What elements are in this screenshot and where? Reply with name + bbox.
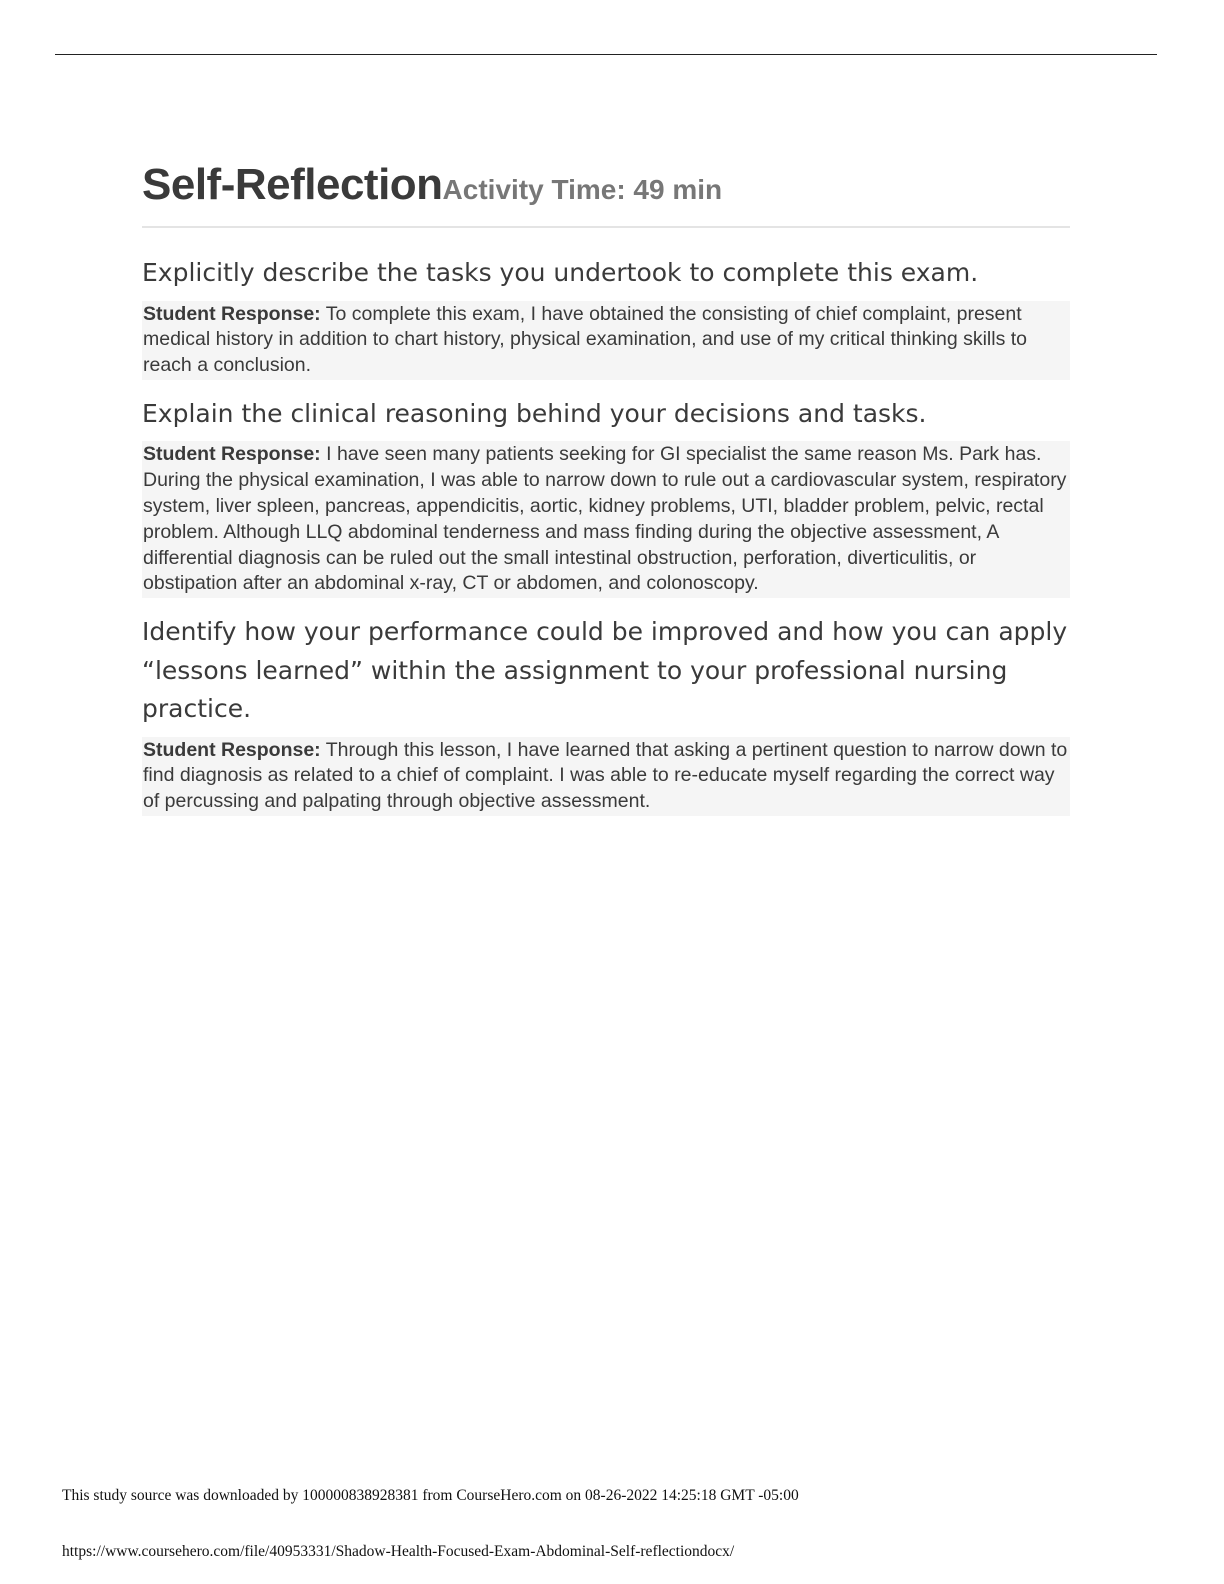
response-label: Student Response:	[143, 738, 321, 761]
response-text: Through this lesson, I have learned that asking a pertinent question to narrow down to find diagnosis as related to a chief of complaint. I was able to re-educate myself regarding the correct way of percussing and palpating through objective assessment.	[143, 738, 1068, 813]
student-response	[142, 301, 1070, 380]
question-heading: Explicitly describe the tasks you undertook to complete this exam.	[142, 258, 979, 287]
response-text: I have seen many patients seeking for GI specialist the same reason Ms. Park has. During the physical examination, I was able to narrow down to rule out a cardiovascular system, respiratory system, liver spleen, pancreas, appendicitis, aortic, kidney problems, UTI, bladder problem, pelvic, rectal problem. Although LLQ abdominal tenderness and mass finding during the objective assessment, A differential diagnosis can be ruled out the small intestinal obstruction, perforation, diverticulitis, or obstipation after an abdominal x-ray, CT or abdomen, and colonoscopy.	[143, 443, 1067, 595]
title-text: Self-Reflection	[142, 160, 443, 209]
reflection-section-1	[142, 254, 1070, 380]
reflection-section-2	[142, 395, 1070, 598]
download-source-note: This study source was downloaded by 100000838928381 from CourseHero.com on 08-26-2022 14:25:18 GMT -05:00	[62, 1487, 799, 1504]
student-response	[142, 737, 1070, 816]
page-title	[142, 160, 1070, 228]
question-heading: Identify how your performance could be improved and how you can apply “lessons learned” within the assignment to your professional nursing practice.	[142, 617, 1068, 724]
response-label: Student Response:	[143, 443, 321, 466]
response-text: To complete this exam, I have obtained the consisting of chief complaint, present medical history in addition to chart history, physical examination, and use of my critical thinking skills to reach a conclusion.	[143, 302, 1028, 377]
activity-time: Activity Time: 49 min	[442, 174, 723, 205]
top-divider	[55, 54, 1157, 55]
student-response	[142, 441, 1070, 598]
source-url[interactable]: https://www.coursehero.com/file/40953331/Shadow-Health-Focused-Exam-Abdominal-Self-reflectiondocx/	[62, 1543, 735, 1560]
main-content	[142, 160, 1070, 816]
reflection-section-3	[142, 613, 1070, 816]
response-label: Student Response:	[143, 302, 321, 325]
question-heading: Explain the clinical reasoning behind your decisions and tasks.	[142, 398, 927, 428]
